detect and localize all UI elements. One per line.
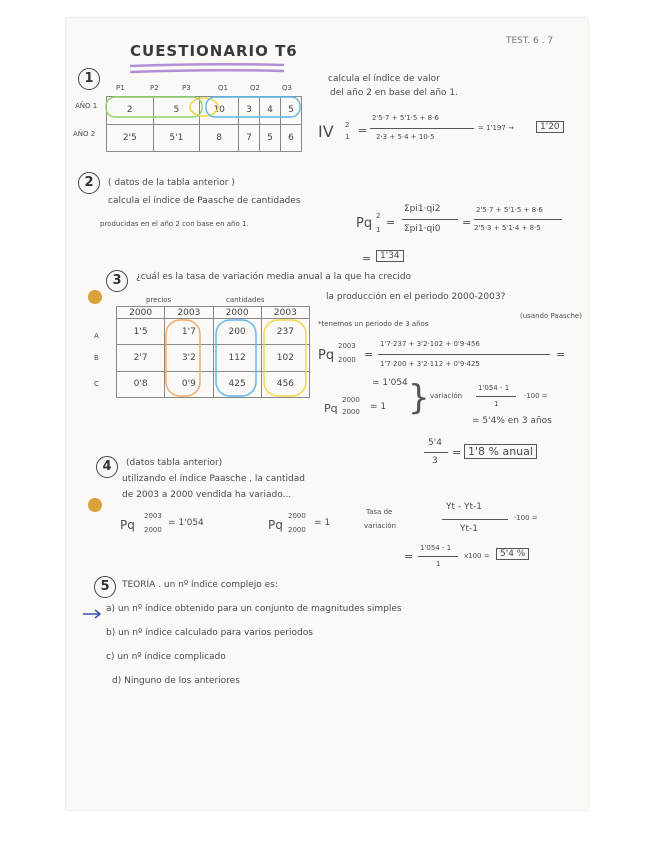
q3-pq-label: Pq [318,348,335,363]
q5-option-c: c) un nº índice complicado [106,652,226,662]
selected-answer-arrow-icon [82,608,104,620]
q3-pq2-value: = 1 [370,402,387,412]
q3-note: *tenemos un periodo de 3 años [318,320,429,328]
q3-pq2-sub: 2000 [342,408,360,416]
q5-option-b: b) un nº índice calculado para varios periodos [106,628,313,638]
q1-formula-lhs [318,122,334,141]
q2-subtitle: ( datos de la tabla anterior ) [108,178,235,188]
q2-line-1: calcula el índice de Paasche de cantidades [108,196,301,206]
test-label: TEST. 6 . 7 [506,36,554,46]
table-cell: 5 [280,97,301,125]
q2-equals-1: = [386,216,396,229]
table-cell: 5 [259,124,280,152]
question-4-number: 4 [96,456,118,478]
q4-calc-bar [418,556,458,557]
q1-col-header-q1: Q1 [218,84,228,92]
q3-pq2-sup: 2000 [342,396,360,404]
question-2-number: 2 [78,172,100,194]
q4-line-2: de 2003 a 2000 vendida ha variado... [122,490,292,500]
page-title: CUESTIONARIO T6 [130,42,298,60]
q1-formula-sup: 2 [345,121,350,129]
q3-pq2-label: Pq [324,402,338,415]
q3-fraction-bar [378,354,550,355]
q3-group-header-quantities: cantidades [226,296,265,304]
q1-table-highlights [104,94,304,124]
table-cell: 7 [238,124,259,152]
q3-brace: } [408,378,430,418]
table-cell: 8 [200,124,239,152]
q3-table-highlights [160,316,310,400]
q3-pq-sup: 2003 [338,342,356,350]
q4-frac-num: Yt - Yt-1 [446,502,482,512]
table-cell: 425 [213,371,261,397]
q1-row-label-1: AÑO 1 [75,102,98,110]
q2-frac-den: Σpi1·qi0 [404,224,441,234]
q4-tasa-line-1: Tasa de [366,508,393,516]
q3-row-label-b: B [94,354,99,362]
q4-equals: = [404,550,414,563]
q1-equals: = [358,124,368,137]
q1-formula-sub: 1 [345,133,350,141]
q2-equals-3: = [362,252,372,265]
table-cell: 200 [213,319,261,345]
table-cell: 1'5 [117,319,165,345]
table-cell: 5 [153,97,200,125]
table-cell: 2'5 [107,124,154,152]
q1-result: 1'20 [536,121,564,133]
table-cell: 4 [259,97,280,125]
q3-note-paren: (usando Paasche) [520,312,582,320]
q4-frac-mult: ·100 = [514,514,538,522]
q3-annual-bar [424,452,448,453]
table-row [107,124,302,152]
q3-num-vals: 1'7·237 + 3'2·102 + 0'9·456 [380,340,480,348]
q3-group-header-prices: precios [146,296,172,304]
q3-question-line-2: la producción en el periodo 2000-2003? [326,292,506,302]
q3-equals: = [364,348,374,361]
q3-var-result: = 5'4% en 3 años [472,416,552,426]
q3-den-vals: 1'7·200 + 3'2·112 + 0'9·425 [380,360,480,368]
table-cell: 1'7 [165,319,213,345]
q4-result: 5'4 % [496,548,529,560]
q3-var-bar [476,396,516,397]
q4-calc-num: 1'054 - 1 [420,544,452,552]
q4-line-1: utilizando el índice Paasche , la cantidad [122,474,305,484]
q3-pq-sub: 2000 [338,356,356,364]
q2-vals-bar [474,219,562,220]
table-cell: 0'9 [165,371,213,397]
question-3-number: 3 [106,270,128,292]
q3-equals-trailing: = [556,348,566,361]
q2-frac-num: Σpi1·qi2 [404,204,441,214]
q4-subtitle: (datos tabla anterior) [126,458,223,468]
title-underline [128,62,288,76]
table-cell: 112 [213,345,261,371]
q2-result: 1'34 [376,250,404,262]
q5-title: TEORÍA . un nº índice complejo es: [122,580,278,590]
q1-approx: = 1'197 → [478,124,514,132]
q5-option-d: d) Ninguno de los anteriores [112,676,240,686]
q4-pq-b-val: = 1 [314,518,331,528]
table-cell: 3'2 [165,345,213,371]
table-cell: 456 [261,371,309,397]
q4-pq-b-sub: 2000 [288,526,306,534]
table-cell: 2 [107,97,154,125]
q1-col-header-p1: P1 [116,84,125,92]
q4-pq-a: Pq [120,518,135,532]
q3-annual-den: 3 [432,456,438,466]
q4-calc-mult: x100 = [464,552,490,560]
q2-formula-sub: 1 [376,226,381,234]
q4-pq-b: Pq [268,518,283,532]
table-cell: 5'1 [153,124,200,152]
q4-pq-a-sub: 2000 [144,526,162,534]
punch-hole-top [88,290,102,304]
q2-formula-lhs: Pq [356,216,373,231]
q1-col-header-q2: Q2 [250,84,260,92]
q1-numerator: 2'5·7 + 5'1·5 + 8·6 [372,114,439,122]
table-cell: 0'8 [117,371,165,397]
q4-calc-den: 1 [436,560,441,568]
q3-annual-result: 1'8 % anual [464,444,537,459]
q2-fraction-bar [402,219,458,220]
q2-num-vals: 2'5·7 + 5'1·5 + 8·6 [476,206,543,214]
q1-row-label-2: AÑO 2 [73,130,96,138]
question-1-number: 1 [78,68,100,90]
q3-var-num: 1'054 - 1 [478,384,510,392]
q4-pq-a-val: = 1'054 [168,518,204,528]
q3-annual-eq: = [452,446,462,459]
q4-pq-a-sup: 2003 [144,512,162,520]
q1-denominator: 2·3 + 5·4 + 10·5 [376,133,435,141]
q4-pq-b-sup: 2000 [288,512,306,520]
q3-row-label-a: A [94,332,99,340]
q3-var-mult: ·100 = [524,392,548,400]
table-cell: 3 [238,97,259,125]
table-cell: 237 [261,319,309,345]
q4-tasa-line-2: variación [364,522,397,530]
table-cell: 2'7 [117,345,165,371]
q5-option-a: a) un nº índice obtenido para un conjunto de magnitudes simples [106,604,402,614]
table-header-cell: 2003 [165,307,213,319]
q3-question-line-1: ¿cuál es la tasa de variación media anual a la que ha crecido [136,272,412,282]
q3-row-label-c: C [94,380,99,388]
punch-hole-bottom [88,498,102,512]
q1-fraction-bar [370,128,474,129]
q3-pq-value: = 1'054 [372,378,408,388]
q1-col-header-q3: Q3 [282,84,292,92]
q1-prompt-line-1: calcula el índice de valor [328,74,440,84]
q1-col-header-p2: P2 [150,84,159,92]
table-header-cell: 2000 [213,307,261,319]
q2-den-vals: 2'5·3 + 5'1·4 + 8·5 [474,224,541,232]
q1-formula-symbol: IV [318,122,334,141]
q1-col-header-p3: P3 [182,84,191,92]
table-header-cell: 2000 [117,307,165,319]
q2-line-2: producidas en el año 2 con base en año 1. [100,220,249,228]
q3-annual-num: 5'4 [428,438,442,448]
table-cell: 10 [200,97,239,125]
q2-equals-2: = [462,216,472,229]
q2-formula-sup: 2 [376,212,381,220]
table-header-cell: 2003 [261,307,309,319]
q3-var-den: 1 [494,400,499,408]
table-cell: 6 [280,124,301,152]
q3-variacion-label: variación [430,392,463,400]
q4-frac-den: Yt-1 [460,524,478,534]
q1-prompt-line-2: del año 2 en base del año 1. [330,88,458,98]
question-5-number: 5 [94,576,116,598]
table-cell: 102 [261,345,309,371]
q4-frac-bar [442,519,508,520]
